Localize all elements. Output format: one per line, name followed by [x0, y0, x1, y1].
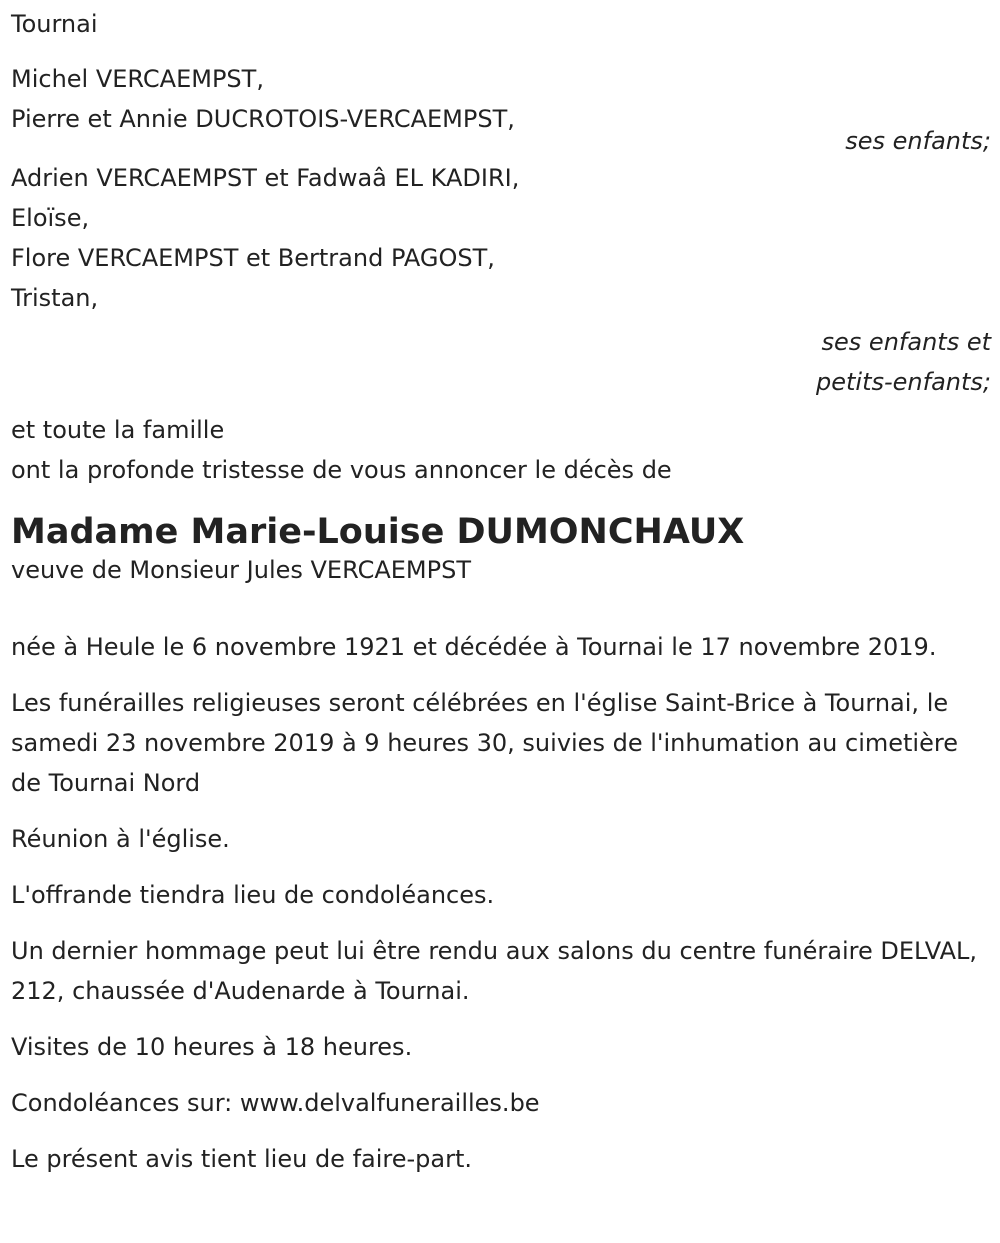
family-line: et toute la famille: [11, 416, 225, 444]
grandchild-line: Adrien VERCAEMPST et Fadwaâ EL KADIRI,: [11, 164, 520, 192]
meeting-text: Réunion à l'église.: [11, 825, 230, 853]
city-heading: Tournai: [11, 10, 98, 38]
grandchildren-role: ses enfants et: [821, 328, 991, 356]
grandchild-line: Flore VERCAEMPST et Bertrand PAGOST,: [11, 244, 495, 272]
obituary-notice: [11, 4, 991, 1179]
grandchild-line: Tristan,: [11, 284, 99, 312]
children-role: ses enfants;: [845, 127, 991, 155]
family-block: [11, 410, 991, 490]
announcement-line: ont la profonde tristesse de vous annoncer le décès de: [11, 456, 672, 484]
child-line: Michel VERCAEMPST,: [11, 65, 264, 93]
grandchildren-group: [11, 158, 991, 402]
deceased-block: [11, 510, 991, 590]
child-line: Pierre et Annie DUCROTOIS-VERCAEMPST,: [11, 105, 515, 133]
funeral-text: Les funérailles religieuses seront célébrées en l'église Saint-Brice à Tournai, le samedi 23 novembre 2019 à 9 heures 30, suivies de l'inhumation au cimetière de Tournai Nord: [11, 689, 958, 797]
offering-text: L'offrande tiendra lieu de condoléances.: [11, 881, 495, 909]
condolences-text: Condoléances sur: www.delvalfunerailles.be: [11, 1089, 540, 1117]
tribute-text: Un dernier hommage peut lui être rendu aux salons du centre funéraire DELVAL, 212, chaussée d'Audenarde à Tournai.: [11, 937, 978, 1005]
children-group: [11, 59, 991, 161]
widow-of: veuve de Monsieur Jules VERCAEMPST: [11, 556, 471, 584]
grandchild-line: Eloïse,: [11, 204, 90, 232]
deceased-name: Madame Marie-Louise DUMONCHAUX: [11, 512, 745, 552]
birth-death-text: née à Heule le 6 novembre 1921 et décédée à Tournai le 17 novembre 2019.: [11, 633, 937, 661]
grandchildren-role: petits-enfants;: [816, 368, 991, 396]
notice-text: Le présent avis tient lieu de faire-part.: [11, 1145, 473, 1173]
visits-text: Visites de 10 heures à 18 heures.: [11, 1033, 413, 1061]
